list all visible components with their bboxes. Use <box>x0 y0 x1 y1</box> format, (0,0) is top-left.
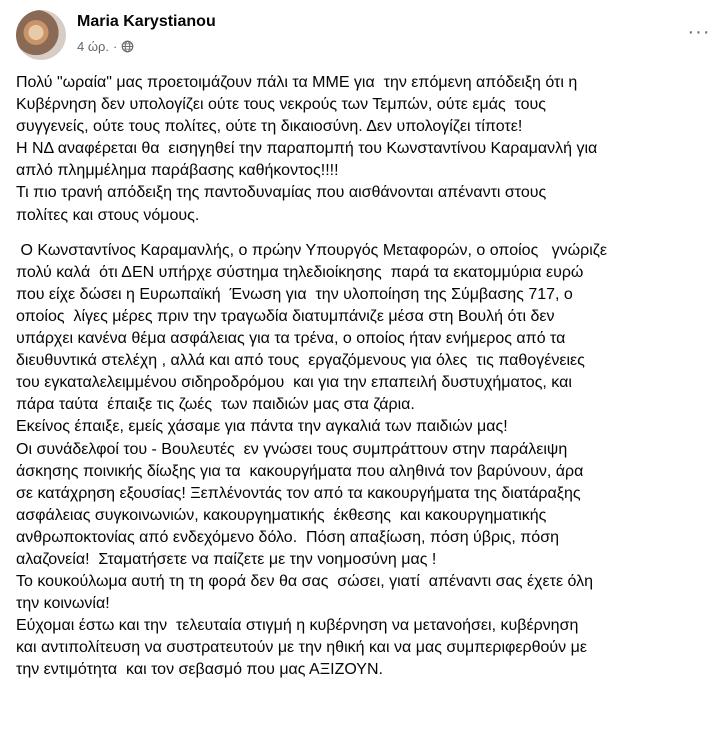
post-text-line: Η ΝΔ αναφέρεται θα εισηγηθεί την παραπομπή του Κωνσταντίνου Καραμανλή για <box>16 140 598 158</box>
meta-separator: · <box>113 39 118 54</box>
post-text-line: υπάρχει κανένα θέμα ασφάλειας για τα τρένα, ο οποίος ήταν ενήμερος από τα <box>16 330 566 348</box>
post-text-line: συγγενείς, ούτε τους πολίτες, ούτε τη δικαιοσύνη. Δεν υπολογίζει τίποτε! <box>16 118 523 136</box>
post-header <box>16 10 719 60</box>
post-text-line: Το κουκούλωμα αυτή τη τη φορά δεν θα σας σώσει, γιατί απέναντι σας έχετε όλη <box>16 573 594 591</box>
post-text-line: που είχε δώσει η Ευρωπαϊκή Ένωση για την υλοποίηση της Σύμβασης 717, ο <box>16 285 573 303</box>
post-text-line: οποίος λίγες μέρες πριν την τραγωδία διατυμπάνιζε μέσα στη Βουλή ότι δεν <box>16 307 555 325</box>
post-text-line: του εγκαταλελειμμένου σιδηροδρόμου και για την επαπειλή δυστυχήματος, και <box>16 374 572 392</box>
post-text-line: άσκησης ποινικής δίωξης για τα κακουργήματα που αληθινά τον βαρύνουν, άρα <box>16 462 584 480</box>
post-text-line: διευθυντικά στελέχη , αλλά και από τους εργαζόμενους για όλες τις παθογένειες <box>16 352 585 370</box>
paragraph-gap <box>16 227 719 240</box>
post-time[interactable]: 4 ώρ. <box>77 39 109 54</box>
post-text-line: Κυβέρνηση δεν υπολογίζει ούτε τους νεκρούς των Τεμπών, ούτε εμάς τους <box>16 96 547 114</box>
post-text-line: αλαζονεία! Σταματήσετε να παίζετε με την νοημοσύνη μας ! <box>16 550 437 568</box>
post-text-line: απλό πλημμέλημα παράβασης καθήκοντος!!!! <box>16 162 339 180</box>
post-text-line: και αντιπολίτευση να συστρατευτούν με την ηθική και να μας συμπεριφερθούν με <box>16 639 587 657</box>
post-text-line: Τι πιο τρανή απόδειξη της παντοδυναμίας που αισθάνονται απέναντι στους <box>16 184 547 202</box>
post-text-line: πολίτες και στους νόμους. <box>16 206 200 224</box>
author-name[interactable]: Maria Karystianou <box>77 13 216 30</box>
post-text-line: Ο Κωνσταντίνος Καραμανλής, ο πρώην Υπουργός Μεταφορών, ο οποίος γνώριζε <box>16 241 607 259</box>
post-text-line: Οι συνάδελφοί του - Βουλευτές εν γνώσει τους συμπράττουν στην παράλειψη <box>16 440 568 458</box>
post-text-line: σε κατάχρηση εξουσίας! Ξεπλένοντάς τον από τα κακουργήματα της διατάραξης <box>16 484 581 502</box>
post-text-line: την κοινωνία! <box>16 595 110 613</box>
post-text-line: ανθρωποκτονίας από ενδεχόμενο δόλο. Πόση απαξίωση, πόση ύβρις, πόση <box>16 528 559 546</box>
post-text-line: πάρα ταύτα έπαιξε τις ζωές των παιδιών μας στα ζάρια. <box>16 396 415 414</box>
post-body <box>16 72 719 682</box>
post-text-line: Εύχομαι έστω και την τελευταία στιγμή η κυβέρνηση να μετανοήσει, κυβέρνηση <box>16 617 579 635</box>
post-text-line: πολύ καλά ότι ΔΕΝ υπήρχε σύστημα τηλεδιοίκησης παρά τα εκατομμύρια ευρώ <box>16 263 584 281</box>
more-options-icon[interactable]: ··· <box>687 21 711 43</box>
avatar[interactable] <box>16 10 66 60</box>
post-meta <box>77 39 134 54</box>
globe-icon[interactable] <box>121 40 134 53</box>
post-text-line: την εντιμότητα και τον σεβασμό που μας ΑΞΙΖΟΥΝ. <box>16 661 383 679</box>
post-text-line: Εκείνος έπαιξε, εμείς χάσαμε για πάντα την αγκαλιά των παιδιών μας! <box>16 418 508 436</box>
post-text-line: Πολύ "ωραία" μας προετοιμάζουν πάλι τα ΜΜΕ για την επόμενη απόδειξη ότι η <box>16 74 578 91</box>
post-text-line: ασφάλειας συγκοινωνιών, κακουργηματικής έκθεσης και κακουργηματικής <box>16 506 547 524</box>
